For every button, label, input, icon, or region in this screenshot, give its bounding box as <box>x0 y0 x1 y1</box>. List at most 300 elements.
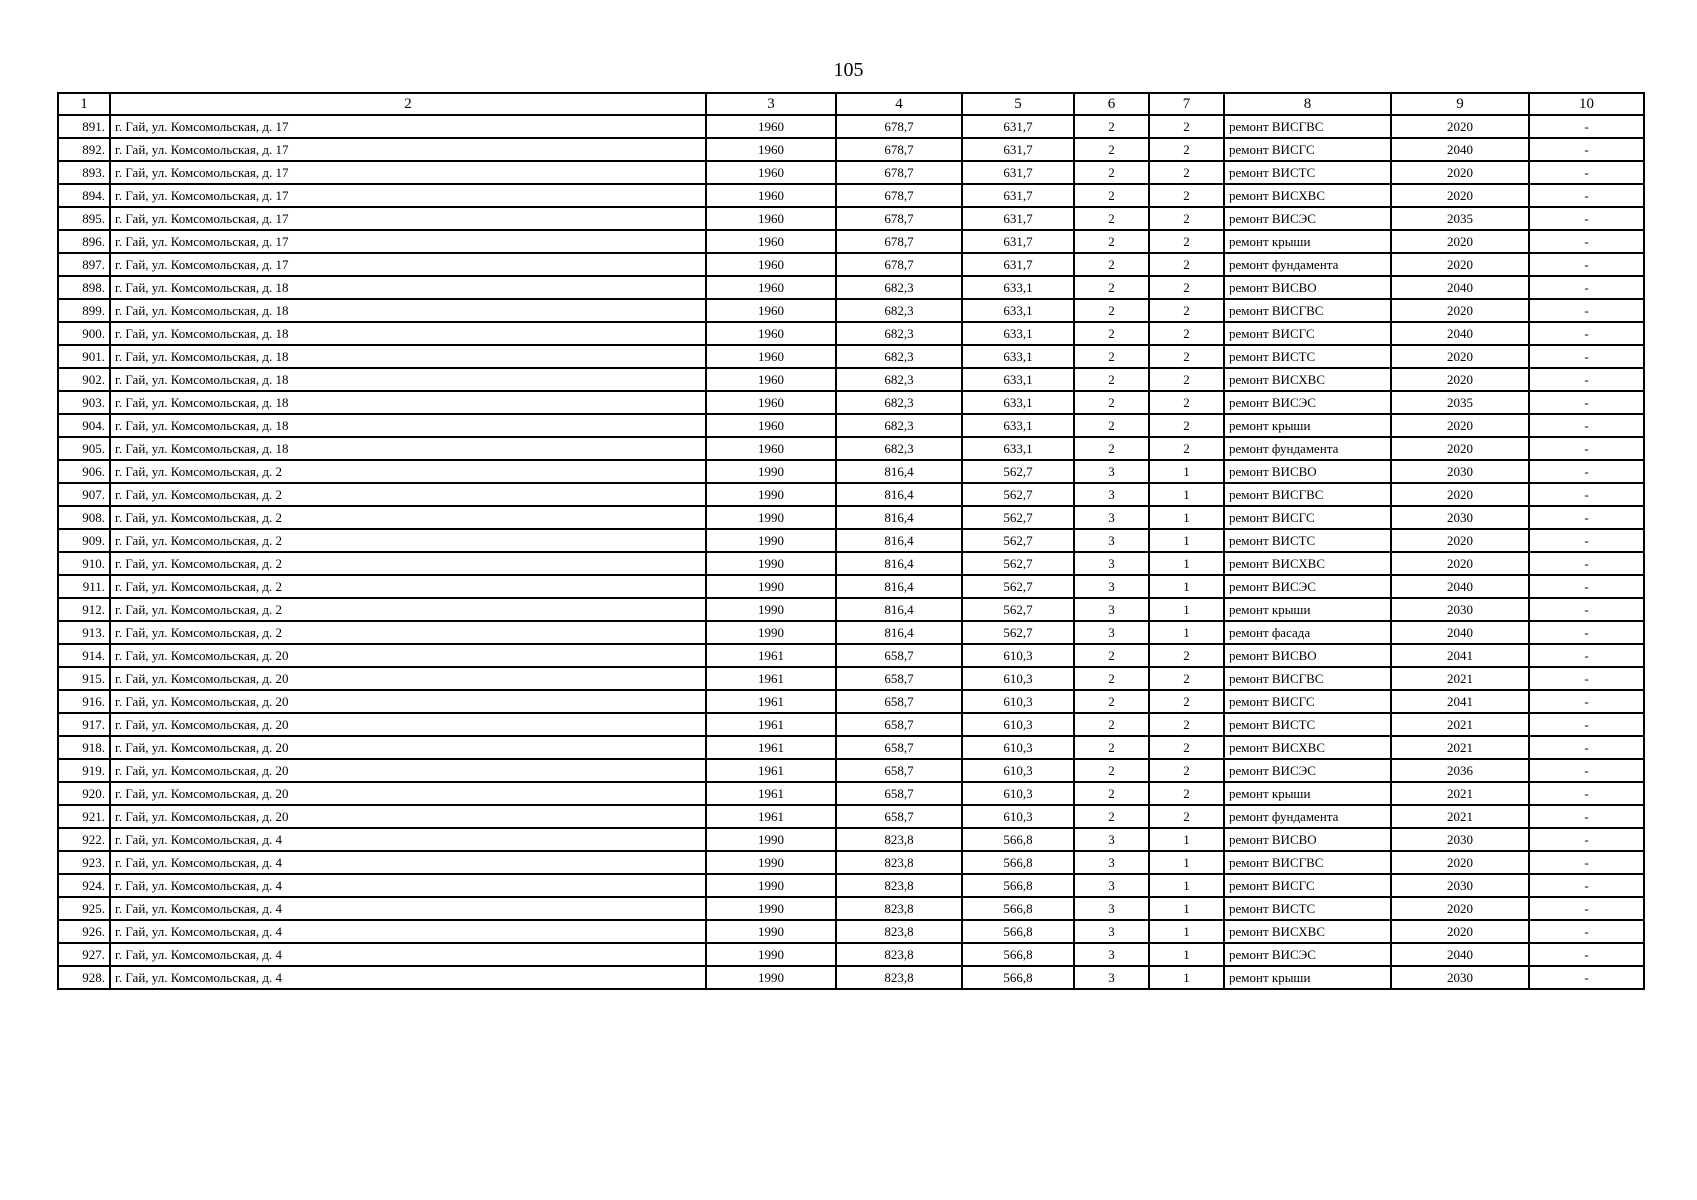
planned-year-cell: 2036 <box>1391 759 1529 782</box>
address-cell: г. Гай, ул. Комсомольская, д. 17 <box>110 253 706 276</box>
year-cell: 1990 <box>706 483 836 506</box>
column-header-8: 8 <box>1224 93 1391 115</box>
col6-cell: 2 <box>1074 276 1149 299</box>
column-header-2: 2 <box>110 93 706 115</box>
col10-cell: - <box>1529 552 1644 575</box>
total-area-cell: 682,3 <box>836 299 962 322</box>
work-type-cell: ремонт ВИСЭС <box>1224 391 1391 414</box>
col10-cell: - <box>1529 276 1644 299</box>
year-cell: 1990 <box>706 943 836 966</box>
row-number-cell: 924. <box>58 874 110 897</box>
work-type-cell: ремонт крыши <box>1224 598 1391 621</box>
living-area-cell: 631,7 <box>962 161 1074 184</box>
address-cell: г. Гай, ул. Комсомольская, д. 18 <box>110 391 706 414</box>
col7-cell: 2 <box>1149 368 1224 391</box>
work-type-cell: ремонт фундамента <box>1224 805 1391 828</box>
work-type-cell: ремонт ВИСВО <box>1224 276 1391 299</box>
col6-cell: 3 <box>1074 828 1149 851</box>
col10-cell: - <box>1529 713 1644 736</box>
planned-year-cell: 2021 <box>1391 667 1529 690</box>
col7-cell: 2 <box>1149 115 1224 138</box>
column-header-1: 1 <box>58 93 110 115</box>
address-cell: г. Гай, ул. Комсомольская, д. 18 <box>110 437 706 460</box>
work-type-cell: ремонт ВИСТС <box>1224 713 1391 736</box>
row-number-cell: 894. <box>58 184 110 207</box>
year-cell: 1961 <box>706 690 836 713</box>
address-cell: г. Гай, ул. Комсомольская, д. 2 <box>110 552 706 575</box>
total-area-cell: 816,4 <box>836 598 962 621</box>
table-row <box>58 713 1644 736</box>
year-cell: 1961 <box>706 782 836 805</box>
planned-year-cell: 2030 <box>1391 874 1529 897</box>
year-cell: 1960 <box>706 115 836 138</box>
address-cell: г. Гай, ул. Комсомольская, д. 2 <box>110 598 706 621</box>
year-cell: 1961 <box>706 805 836 828</box>
total-area-cell: 678,7 <box>836 138 962 161</box>
table-row <box>58 207 1644 230</box>
row-number-cell: 912. <box>58 598 110 621</box>
planned-year-cell: 2020 <box>1391 253 1529 276</box>
col6-cell: 2 <box>1074 184 1149 207</box>
living-area-cell: 631,7 <box>962 138 1074 161</box>
address-cell: г. Гай, ул. Комсомольская, д. 18 <box>110 299 706 322</box>
row-number-cell: 914. <box>58 644 110 667</box>
year-cell: 1960 <box>706 184 836 207</box>
total-area-cell: 658,7 <box>836 805 962 828</box>
table-row <box>58 552 1644 575</box>
living-area-cell: 610,3 <box>962 805 1074 828</box>
living-area-cell: 562,7 <box>962 598 1074 621</box>
table-row <box>58 483 1644 506</box>
col7-cell: 2 <box>1149 713 1224 736</box>
col6-cell: 3 <box>1074 874 1149 897</box>
col10-cell: - <box>1529 161 1644 184</box>
row-number-cell: 895. <box>58 207 110 230</box>
address-cell: г. Гай, ул. Комсомольская, д. 20 <box>110 805 706 828</box>
planned-year-cell: 2035 <box>1391 207 1529 230</box>
table-row <box>58 184 1644 207</box>
year-cell: 1961 <box>706 736 836 759</box>
col10-cell: - <box>1529 736 1644 759</box>
table-row <box>58 943 1644 966</box>
column-header-6: 6 <box>1074 93 1149 115</box>
table-row <box>58 368 1644 391</box>
work-type-cell: ремонт ВИСГВС <box>1224 115 1391 138</box>
row-number-cell: 926. <box>58 920 110 943</box>
row-number-cell: 904. <box>58 414 110 437</box>
row-number-cell: 898. <box>58 276 110 299</box>
table-row <box>58 345 1644 368</box>
table-row <box>58 161 1644 184</box>
col10-cell: - <box>1529 782 1644 805</box>
col7-cell: 2 <box>1149 299 1224 322</box>
planned-year-cell: 2020 <box>1391 414 1529 437</box>
work-type-cell: ремонт крыши <box>1224 966 1391 989</box>
col10-cell: - <box>1529 506 1644 529</box>
address-cell: г. Гай, ул. Комсомольская, д. 17 <box>110 207 706 230</box>
column-header-9: 9 <box>1391 93 1529 115</box>
planned-year-cell: 2020 <box>1391 552 1529 575</box>
work-type-cell: ремонт ВИСГС <box>1224 138 1391 161</box>
year-cell: 1961 <box>706 667 836 690</box>
year-cell: 1990 <box>706 460 836 483</box>
col10-cell: - <box>1529 115 1644 138</box>
address-cell: г. Гай, ул. Комсомольская, д. 17 <box>110 115 706 138</box>
address-cell: г. Гай, ул. Комсомольская, д. 17 <box>110 230 706 253</box>
row-number-cell: 907. <box>58 483 110 506</box>
total-area-cell: 678,7 <box>836 230 962 253</box>
total-area-cell: 682,3 <box>836 322 962 345</box>
work-type-cell: ремонт ВИСВО <box>1224 460 1391 483</box>
col10-cell: - <box>1529 828 1644 851</box>
work-type-cell: ремонт ВИСГС <box>1224 322 1391 345</box>
year-cell: 1990 <box>706 897 836 920</box>
year-cell: 1960 <box>706 138 836 161</box>
total-area-cell: 658,7 <box>836 736 962 759</box>
table-row <box>58 575 1644 598</box>
year-cell: 1990 <box>706 598 836 621</box>
total-area-cell: 816,4 <box>836 621 962 644</box>
col6-cell: 2 <box>1074 414 1149 437</box>
table-row <box>58 414 1644 437</box>
planned-year-cell: 2030 <box>1391 966 1529 989</box>
living-area-cell: 562,7 <box>962 621 1074 644</box>
work-type-cell: ремонт ВИСЭС <box>1224 207 1391 230</box>
address-cell: г. Гай, ул. Комсомольская, д. 18 <box>110 276 706 299</box>
col6-cell: 2 <box>1074 230 1149 253</box>
col10-cell: - <box>1529 391 1644 414</box>
col7-cell: 2 <box>1149 138 1224 161</box>
col10-cell: - <box>1529 437 1644 460</box>
work-type-cell: ремонт ВИСГС <box>1224 690 1391 713</box>
total-area-cell: 816,4 <box>836 506 962 529</box>
year-cell: 1990 <box>706 575 836 598</box>
table-row <box>58 437 1644 460</box>
living-area-cell: 633,1 <box>962 368 1074 391</box>
planned-year-cell: 2040 <box>1391 621 1529 644</box>
col6-cell: 2 <box>1074 391 1149 414</box>
year-cell: 1960 <box>706 253 836 276</box>
year-cell: 1990 <box>706 828 836 851</box>
planned-year-cell: 2020 <box>1391 483 1529 506</box>
total-area-cell: 816,4 <box>836 460 962 483</box>
col10-cell: - <box>1529 943 1644 966</box>
living-area-cell: 610,3 <box>962 736 1074 759</box>
col7-cell: 2 <box>1149 437 1224 460</box>
living-area-cell: 562,7 <box>962 483 1074 506</box>
row-number-cell: 903. <box>58 391 110 414</box>
col10-cell: - <box>1529 690 1644 713</box>
planned-year-cell: 2020 <box>1391 368 1529 391</box>
page-number: 105 <box>833 59 864 81</box>
row-number-cell: 918. <box>58 736 110 759</box>
row-number-cell: 902. <box>58 368 110 391</box>
row-number-cell: 891. <box>58 115 110 138</box>
col7-cell: 1 <box>1149 828 1224 851</box>
col7-cell: 1 <box>1149 598 1224 621</box>
total-area-cell: 658,7 <box>836 759 962 782</box>
col10-cell: - <box>1529 460 1644 483</box>
year-cell: 1990 <box>706 552 836 575</box>
planned-year-cell: 2040 <box>1391 943 1529 966</box>
planned-year-cell: 2020 <box>1391 437 1529 460</box>
planned-year-cell: 2040 <box>1391 276 1529 299</box>
col7-cell: 2 <box>1149 184 1224 207</box>
address-cell: г. Гай, ул. Комсомольская, д. 2 <box>110 529 706 552</box>
col6-cell: 2 <box>1074 782 1149 805</box>
planned-year-cell: 2030 <box>1391 828 1529 851</box>
col10-cell: - <box>1529 874 1644 897</box>
row-number-cell: 892. <box>58 138 110 161</box>
total-area-cell: 823,8 <box>836 943 962 966</box>
table-row <box>58 690 1644 713</box>
planned-year-cell: 2020 <box>1391 184 1529 207</box>
year-cell: 1990 <box>706 920 836 943</box>
col6-cell: 3 <box>1074 897 1149 920</box>
address-cell: г. Гай, ул. Комсомольская, д. 20 <box>110 690 706 713</box>
row-number-cell: 910. <box>58 552 110 575</box>
col10-cell: - <box>1529 368 1644 391</box>
col6-cell: 2 <box>1074 207 1149 230</box>
work-type-cell: ремонт ВИСГС <box>1224 874 1391 897</box>
address-cell: г. Гай, ул. Комсомольская, д. 20 <box>110 759 706 782</box>
work-type-cell: ремонт ВИСГВС <box>1224 483 1391 506</box>
year-cell: 1960 <box>706 322 836 345</box>
col10-cell: - <box>1529 805 1644 828</box>
col7-cell: 1 <box>1149 483 1224 506</box>
column-header-5: 5 <box>962 93 1074 115</box>
col10-cell: - <box>1529 414 1644 437</box>
total-area-cell: 823,8 <box>836 851 962 874</box>
table-row <box>58 874 1644 897</box>
col6-cell: 3 <box>1074 575 1149 598</box>
col7-cell: 1 <box>1149 897 1224 920</box>
col6-cell: 3 <box>1074 460 1149 483</box>
address-cell: г. Гай, ул. Комсомольская, д. 18 <box>110 368 706 391</box>
row-number-cell: 920. <box>58 782 110 805</box>
col6-cell: 2 <box>1074 437 1149 460</box>
living-area-cell: 631,7 <box>962 253 1074 276</box>
total-area-cell: 658,7 <box>836 690 962 713</box>
row-number-cell: 921. <box>58 805 110 828</box>
living-area-cell: 631,7 <box>962 184 1074 207</box>
col7-cell: 2 <box>1149 667 1224 690</box>
year-cell: 1990 <box>706 874 836 897</box>
address-cell: г. Гай, ул. Комсомольская, д. 20 <box>110 782 706 805</box>
total-area-cell: 678,7 <box>836 253 962 276</box>
col6-cell: 2 <box>1074 644 1149 667</box>
table-row <box>58 667 1644 690</box>
address-cell: г. Гай, ул. Комсомольская, д. 20 <box>110 667 706 690</box>
col10-cell: - <box>1529 851 1644 874</box>
total-area-cell: 678,7 <box>836 115 962 138</box>
year-cell: 1990 <box>706 529 836 552</box>
living-area-cell: 562,7 <box>962 529 1074 552</box>
planned-year-cell: 2040 <box>1391 575 1529 598</box>
work-type-cell: ремонт ВИСВО <box>1224 644 1391 667</box>
living-area-cell: 610,3 <box>962 782 1074 805</box>
col7-cell: 1 <box>1149 575 1224 598</box>
col10-cell: - <box>1529 667 1644 690</box>
col10-cell: - <box>1529 621 1644 644</box>
address-cell: г. Гай, ул. Комсомольская, д. 18 <box>110 345 706 368</box>
table-row <box>58 276 1644 299</box>
work-type-cell: ремонт крыши <box>1224 414 1391 437</box>
total-area-cell: 678,7 <box>836 207 962 230</box>
col6-cell: 3 <box>1074 920 1149 943</box>
work-type-cell: ремонт ВИСГВС <box>1224 851 1391 874</box>
work-type-cell: ремонт фасада <box>1224 621 1391 644</box>
address-cell: г. Гай, ул. Комсомольская, д. 4 <box>110 828 706 851</box>
address-cell: г. Гай, ул. Комсомольская, д. 2 <box>110 575 706 598</box>
col6-cell: 3 <box>1074 621 1149 644</box>
col10-cell: - <box>1529 575 1644 598</box>
living-area-cell: 631,7 <box>962 115 1074 138</box>
work-type-cell: ремонт ВИСЭС <box>1224 575 1391 598</box>
living-area-cell: 610,3 <box>962 644 1074 667</box>
work-type-cell: ремонт ВИСХВС <box>1224 368 1391 391</box>
row-number-cell: 901. <box>58 345 110 368</box>
work-type-cell: ремонт ВИСХВС <box>1224 920 1391 943</box>
work-type-cell: ремонт ВИСТС <box>1224 529 1391 552</box>
planned-year-cell: 2021 <box>1391 782 1529 805</box>
work-type-cell: ремонт ВИСГВС <box>1224 667 1391 690</box>
planned-year-cell: 2021 <box>1391 805 1529 828</box>
col6-cell: 3 <box>1074 943 1149 966</box>
address-cell: г. Гай, ул. Комсомольская, д. 2 <box>110 460 706 483</box>
col6-cell: 3 <box>1074 966 1149 989</box>
col7-cell: 2 <box>1149 736 1224 759</box>
work-type-cell: ремонт фундамента <box>1224 253 1391 276</box>
total-area-cell: 682,3 <box>836 368 962 391</box>
col10-cell: - <box>1529 138 1644 161</box>
year-cell: 1960 <box>706 276 836 299</box>
row-number-cell: 908. <box>58 506 110 529</box>
living-area-cell: 562,7 <box>962 575 1074 598</box>
living-area-cell: 566,8 <box>962 851 1074 874</box>
col7-cell: 2 <box>1149 644 1224 667</box>
year-cell: 1990 <box>706 966 836 989</box>
planned-year-cell: 2041 <box>1391 690 1529 713</box>
table-row <box>58 759 1644 782</box>
col7-cell: 2 <box>1149 414 1224 437</box>
living-area-cell: 633,1 <box>962 437 1074 460</box>
total-area-cell: 823,8 <box>836 966 962 989</box>
work-type-cell: ремонт крыши <box>1224 782 1391 805</box>
year-cell: 1961 <box>706 713 836 736</box>
living-area-cell: 566,8 <box>962 920 1074 943</box>
table-row <box>58 920 1644 943</box>
address-cell: г. Гай, ул. Комсомольская, д. 4 <box>110 897 706 920</box>
total-area-cell: 816,4 <box>836 529 962 552</box>
year-cell: 1960 <box>706 437 836 460</box>
col6-cell: 2 <box>1074 322 1149 345</box>
living-area-cell: 633,1 <box>962 391 1074 414</box>
address-cell: г. Гай, ул. Комсомольская, д. 20 <box>110 736 706 759</box>
living-area-cell: 633,1 <box>962 322 1074 345</box>
repair-registry-table <box>57 92 1645 990</box>
table-row <box>58 299 1644 322</box>
col6-cell: 2 <box>1074 805 1149 828</box>
year-cell: 1960 <box>706 391 836 414</box>
col6-cell: 3 <box>1074 598 1149 621</box>
row-number-cell: 896. <box>58 230 110 253</box>
col6-cell: 2 <box>1074 345 1149 368</box>
living-area-cell: 566,8 <box>962 943 1074 966</box>
col7-cell: 1 <box>1149 851 1224 874</box>
col6-cell: 2 <box>1074 138 1149 161</box>
col10-cell: - <box>1529 483 1644 506</box>
col6-cell: 2 <box>1074 667 1149 690</box>
col7-cell: 2 <box>1149 345 1224 368</box>
total-area-cell: 816,4 <box>836 483 962 506</box>
row-number-cell: 915. <box>58 667 110 690</box>
row-number-cell: 919. <box>58 759 110 782</box>
address-cell: г. Гай, ул. Комсомольская, д. 4 <box>110 874 706 897</box>
col6-cell: 2 <box>1074 161 1149 184</box>
living-area-cell: 633,1 <box>962 414 1074 437</box>
row-number-cell: 909. <box>58 529 110 552</box>
header-row <box>58 93 1644 115</box>
col6-cell: 2 <box>1074 299 1149 322</box>
table-row <box>58 230 1644 253</box>
living-area-cell: 566,8 <box>962 874 1074 897</box>
col6-cell: 2 <box>1074 253 1149 276</box>
table-row <box>58 138 1644 161</box>
address-cell: г. Гай, ул. Комсомольская, д. 17 <box>110 161 706 184</box>
row-number-cell: 893. <box>58 161 110 184</box>
col7-cell: 2 <box>1149 230 1224 253</box>
col10-cell: - <box>1529 253 1644 276</box>
address-cell: г. Гай, ул. Комсомольская, д. 18 <box>110 322 706 345</box>
table-row <box>58 460 1644 483</box>
planned-year-cell: 2021 <box>1391 713 1529 736</box>
col6-cell: 3 <box>1074 552 1149 575</box>
col10-cell: - <box>1529 230 1644 253</box>
total-area-cell: 682,3 <box>836 437 962 460</box>
table-row <box>58 828 1644 851</box>
col7-cell: 1 <box>1149 920 1224 943</box>
planned-year-cell: 2030 <box>1391 506 1529 529</box>
address-cell: г. Гай, ул. Комсомольская, д. 2 <box>110 506 706 529</box>
col10-cell: - <box>1529 299 1644 322</box>
living-area-cell: 610,3 <box>962 690 1074 713</box>
col7-cell: 1 <box>1149 506 1224 529</box>
planned-year-cell: 2030 <box>1391 598 1529 621</box>
col7-cell: 2 <box>1149 391 1224 414</box>
col6-cell: 3 <box>1074 851 1149 874</box>
address-cell: г. Гай, ул. Комсомольская, д. 20 <box>110 644 706 667</box>
col7-cell: 2 <box>1149 161 1224 184</box>
col6-cell: 2 <box>1074 115 1149 138</box>
work-type-cell: ремонт ВИСЭС <box>1224 759 1391 782</box>
col7-cell: 2 <box>1149 276 1224 299</box>
living-area-cell: 566,8 <box>962 828 1074 851</box>
planned-year-cell: 2020 <box>1391 230 1529 253</box>
year-cell: 1990 <box>706 621 836 644</box>
address-cell: г. Гай, ул. Комсомольская, д. 2 <box>110 483 706 506</box>
table-row <box>58 598 1644 621</box>
address-cell: г. Гай, ул. Комсомольская, д. 20 <box>110 713 706 736</box>
col7-cell: 2 <box>1149 759 1224 782</box>
work-type-cell: ремонт ВИСХВС <box>1224 736 1391 759</box>
total-area-cell: 682,3 <box>836 414 962 437</box>
col10-cell: - <box>1529 759 1644 782</box>
year-cell: 1960 <box>706 345 836 368</box>
living-area-cell: 562,7 <box>962 552 1074 575</box>
total-area-cell: 816,4 <box>836 552 962 575</box>
row-number-cell: 917. <box>58 713 110 736</box>
